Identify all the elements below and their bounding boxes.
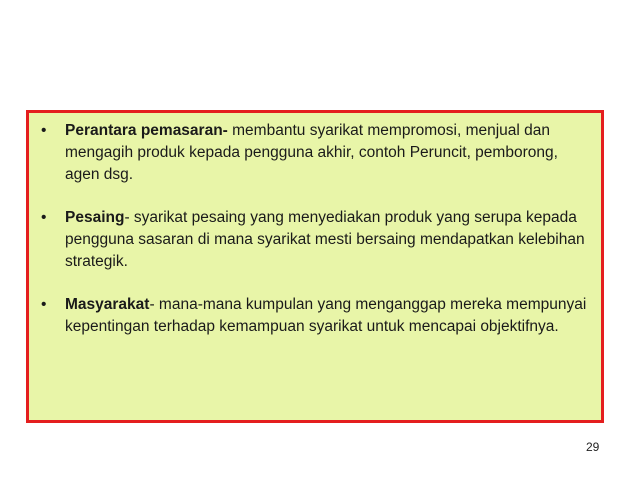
bullet-term: Pesaing: [65, 209, 125, 226]
bullet-term: Masyarakat: [65, 296, 150, 313]
content-box: [26, 110, 604, 423]
bullet-marker: •: [41, 122, 47, 139]
bullet-item-perantara-pemasaran: [41, 120, 591, 186]
bullet-term: Perantara pemasaran-: [65, 122, 228, 139]
bullet-marker: •: [41, 296, 47, 313]
bullet-text: - syarikat pesaing yang menyediakan produk yang serupa kepada pengguna sasaran di mana syarikat mesti bersaing mendapatkan kelebihan strategik.: [65, 209, 585, 270]
bullet-text: membantu syarikat mempromosi, menjual dan mengagih produk kepada pengguna akhir, contoh Peruncit, pemborong, agen dsg.: [65, 122, 558, 183]
page-number: 29: [586, 440, 600, 454]
bullet-list: [41, 120, 591, 359]
bullet-item-masyarakat: [41, 294, 591, 338]
bullet-text: - mana-mana kumpulan yang menganggap mereka mempunyai kepentingan terhadap kemampuan syarikat untuk mencapai objektifnya.: [65, 296, 587, 335]
bullet-item-pesaing: [41, 207, 591, 273]
bullet-marker: •: [41, 209, 47, 226]
